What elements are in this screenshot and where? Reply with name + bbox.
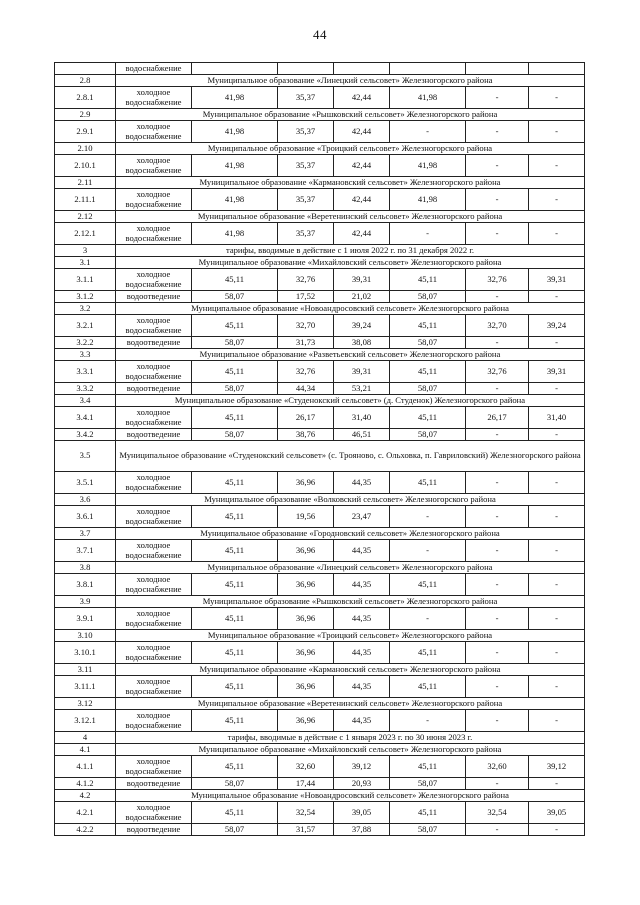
row-number-cell: 4.2.2 [55,824,116,836]
tariff-value-cell: 36,96 [278,642,334,664]
tariff-value-cell: 39,05 [529,802,585,824]
tariff-value-cell: 20,93 [334,778,390,790]
row-number-cell: 2.11 [55,177,116,189]
municipality-row [55,596,585,608]
service-type-cell: водоотведение [116,778,192,790]
tariff-value-cell: 39,31 [334,269,390,291]
tariff-value-cell: 45,11 [192,269,278,291]
row-number-cell: 3.1.1 [55,269,116,291]
row-number-cell: 2.10.1 [55,155,116,177]
tariff-value-cell: 32,54 [466,802,529,824]
tariff-value-cell: - [466,778,529,790]
municipality-row [55,441,585,472]
tariff-value-cell: - [529,506,585,528]
tariff-value-cell: 31,40 [529,407,585,429]
municipality-name-cell: Муниципальное образование «Волковский сельсовет» Железногорского района [116,494,585,506]
municipality-row [55,109,585,121]
row-number-cell: 3.3.2 [55,383,116,395]
tariff-value-cell: 41,98 [192,87,278,109]
tariff-value-cell: 32,70 [466,315,529,337]
service-type-cell: холодное водоснабжение [116,676,192,698]
tariff-value-cell: 26,17 [278,407,334,429]
row-number-cell: 3.4.1 [55,407,116,429]
municipality-row [55,303,585,315]
service-type-cell: водоотведение [116,337,192,349]
tariff-value-cell: 44,35 [334,642,390,664]
service-type-cell: холодное водоснабжение [116,315,192,337]
tariff-value-cell: 35,37 [278,155,334,177]
row-number-cell: 3.11 [55,664,116,676]
tariff-value-cell: - [529,337,585,349]
row-number-cell: 3.1 [55,257,116,269]
tariff-value-cell: - [529,676,585,698]
tariff-value-cell: 45,11 [390,642,466,664]
tariff-value-cell: 32,60 [466,756,529,778]
row-number-cell: 3 [55,245,116,257]
tariff-value-cell: - [466,429,529,441]
tariff-row [55,223,585,245]
tariff-value-cell: 39,24 [529,315,585,337]
tariff-value-cell [192,63,278,75]
municipality-name-cell: Муниципальное образование «Студенокский сельсовет» (с. Трояново, с. Ольховка, п. Гавриловский) Железногорского района [116,441,585,472]
tariff-value-cell: 39,12 [334,756,390,778]
tariff-value-cell: - [466,223,529,245]
tariff-value-cell: - [390,710,466,732]
tariff-value-cell: 45,11 [192,756,278,778]
tariff-value-cell: 35,37 [278,189,334,211]
tariff-value-cell: 44,35 [334,710,390,732]
tariff-value-cell: - [529,383,585,395]
tariff-value-cell: - [466,291,529,303]
municipality-row [55,494,585,506]
tariff-row [55,472,585,494]
tariff-value-cell: 42,44 [334,223,390,245]
row-number-cell: 3.9.1 [55,608,116,630]
tariff-value-cell: 32,76 [466,361,529,383]
tariff-value-cell: 45,11 [192,506,278,528]
municipality-name-cell: Муниципальное образование «Веретенинский сельсовет» Железногорского района [116,211,585,223]
municipality-row [55,177,585,189]
tariff-value-cell: 35,37 [278,223,334,245]
municipality-row [55,744,585,756]
tariff-value-cell [466,63,529,75]
tariff-value-cell: 17,52 [278,291,334,303]
tariff-value-cell: 45,11 [390,269,466,291]
tariff-value-cell: 58,07 [192,337,278,349]
tariff-value-cell: 37,88 [334,824,390,836]
tariff-value-cell: 45,11 [390,574,466,596]
service-type-cell: холодное водоснабжение [116,407,192,429]
tariff-value-cell: - [529,472,585,494]
municipality-name-cell: Муниципальное образование «Рышковский сельсовет» Железногорского района [116,596,585,608]
section-row [55,245,585,257]
tariff-value-cell: 41,98 [390,189,466,211]
row-number-cell: 3.4.2 [55,429,116,441]
tariff-value-cell: 58,07 [390,824,466,836]
tariff-value-cell: 32,60 [278,756,334,778]
municipality-name-cell: Муниципальное образование «Городновский сельсовет» Железногорского района [116,528,585,540]
tariff-value-cell: - [466,642,529,664]
tariff-value-cell: - [466,506,529,528]
row-number-cell: 3.2.1 [55,315,116,337]
tariff-value-cell: 39,24 [334,315,390,337]
row-number-cell: 3.1.2 [55,291,116,303]
row-number-cell: 4.1.1 [55,756,116,778]
tariff-row [55,778,585,790]
municipality-name-cell: Муниципальное образование «Кармановский сельсовет» Железногорского района [116,664,585,676]
tariff-value-cell: - [466,121,529,143]
tariff-value-cell: 58,07 [192,291,278,303]
row-number-cell: 3.8 [55,562,116,574]
row-number-cell: 2.11.1 [55,189,116,211]
row-number-cell: 3.6 [55,494,116,506]
municipality-row [55,528,585,540]
tariff-value-cell: - [529,291,585,303]
tariff-value-cell: - [466,337,529,349]
tariff-value-cell: 45,11 [192,608,278,630]
tariff-value-cell: - [390,608,466,630]
tariff-value-cell: 26,17 [466,407,529,429]
tariff-value-cell: - [529,642,585,664]
tariff-row [55,337,585,349]
tariff-value-cell: 45,11 [390,315,466,337]
tariff-value-cell: - [529,189,585,211]
row-number-cell: 3.12 [55,698,116,710]
tariff-value-cell: - [466,189,529,211]
municipality-row [55,211,585,223]
service-type-cell: водоотведение [116,291,192,303]
section-title-cell: тарифы, вводимые в действие с 1 июля 2022 г. по 31 декабря 2022 г. [116,245,585,257]
tariff-row [55,642,585,664]
tariff-row [55,540,585,562]
tariff-value-cell: 41,98 [192,189,278,211]
tariff-row [55,269,585,291]
tariff-value-cell: - [529,824,585,836]
tariff-row [55,676,585,698]
municipality-name-cell: Муниципальное образование «Новоандросовский сельсовет» Железногорского района [116,303,585,315]
tariff-value-cell: 44,35 [334,472,390,494]
tariff-row [55,189,585,211]
tariff-value-cell: - [529,540,585,562]
tariff-value-cell: 58,07 [192,824,278,836]
tariff-value-cell: 41,98 [192,155,278,177]
municipality-name-cell: Муниципальное образование «Студенокский сельсовет» (д. Студенок) Железногорского района [116,395,585,407]
tariff-row [55,608,585,630]
row-number-cell: 3.10.1 [55,642,116,664]
tariff-value-cell: 41,98 [192,223,278,245]
tariff-value-cell: 53,21 [334,383,390,395]
tariff-row [55,121,585,143]
municipality-name-cell: Муниципальное образование «Разветьевский сельсовет» Железногорского района [116,349,585,361]
tariff-value-cell: - [529,429,585,441]
tariff-value-cell: 36,96 [278,710,334,732]
municipality-row [55,143,585,155]
service-type-cell: холодное водоснабжение [116,802,192,824]
tariff-row [55,155,585,177]
row-number-cell: 3.7 [55,528,116,540]
tariff-value-cell: - [529,608,585,630]
row-number-cell: 3.6.1 [55,506,116,528]
service-type-cell: холодное водоснабжение [116,189,192,211]
row-number-cell: 4.2 [55,790,116,802]
page-number: 44 [313,27,327,42]
tariff-value-cell: 32,54 [278,802,334,824]
municipality-name-cell: Муниципальное образование «Михайловский сельсовет» Железногорского района [116,257,585,269]
row-number-cell: 2.10 [55,143,116,155]
tariff-row [55,710,585,732]
municipality-row [55,698,585,710]
row-number-cell: 3.4 [55,395,116,407]
row-number-cell: 4.1.2 [55,778,116,790]
tariff-value-cell: 39,31 [529,361,585,383]
service-type-cell: холодное водоснабжение [116,269,192,291]
row-number-cell: 2.12 [55,211,116,223]
municipality-row [55,395,585,407]
tariff-value-cell: 41,98 [192,121,278,143]
tariff-value-cell: 36,96 [278,574,334,596]
tariff-value-cell: 42,44 [334,189,390,211]
tariff-row [55,429,585,441]
tariff-value-cell: 58,07 [390,291,466,303]
tariff-row [55,824,585,836]
municipality-row [55,349,585,361]
tariff-value-cell: 58,07 [192,429,278,441]
tariff-row [55,407,585,429]
tariff-value-cell: 45,11 [390,407,466,429]
tariff-value-cell: 45,11 [192,710,278,732]
tariff-value-cell: 32,70 [278,315,334,337]
municipality-name-cell: Муниципальное образование «Новоандросовский сельсовет» Железногорского района [116,790,585,802]
municipality-name-cell: Муниципальное образование «Линецкий сельсовет» Железногорского района [116,562,585,574]
tariff-value-cell: 36,96 [278,608,334,630]
tariff-value-cell [390,63,466,75]
service-type-cell: холодное водоснабжение [116,574,192,596]
row-number-cell: 3.9 [55,596,116,608]
tariff-value-cell: - [390,506,466,528]
service-type-cell: холодное водоснабжение [116,223,192,245]
row-number-cell [55,63,116,75]
tariff-value-cell: 58,07 [192,778,278,790]
tariff-value-cell: 41,98 [390,87,466,109]
tariff-row [55,63,585,75]
tariff-value-cell: - [466,472,529,494]
tariff-value-cell: 36,96 [278,676,334,698]
service-type-cell: водоотведение [116,429,192,441]
tariff-value-cell: - [529,155,585,177]
tariff-value-cell: 58,07 [390,429,466,441]
row-number-cell: 4.2.1 [55,802,116,824]
tariff-value-cell: 45,11 [192,407,278,429]
tariff-value-cell: 45,11 [192,472,278,494]
service-type-cell: холодное водоснабжение [116,361,192,383]
row-number-cell: 3.12.1 [55,710,116,732]
municipality-name-cell: Муниципальное образование «Троицкий сельсовет» Железногорского района [116,143,585,155]
municipality-name-cell: Муниципальное образование «Линецкий сельсовет» Железногорского района [116,75,585,87]
tariff-value-cell: 42,44 [334,87,390,109]
service-type-cell: холодное водоснабжение [116,642,192,664]
tariff-value-cell: 45,11 [390,472,466,494]
tariff-value-cell: 44,35 [334,676,390,698]
tariff-value-cell: 44,35 [334,574,390,596]
municipality-name-cell: Муниципальное образование «Рышковский сельсовет» Железногорского района [116,109,585,121]
tariff-value-cell: - [529,778,585,790]
service-type-cell: водоотведение [116,383,192,395]
tariff-value-cell: 58,07 [390,383,466,395]
tariff-value-cell: - [529,121,585,143]
tariff-value-cell: 23,47 [334,506,390,528]
service-type-cell: холодное водоснабжение [116,87,192,109]
tariff-value-cell: 45,11 [390,756,466,778]
tariff-value-cell: - [529,710,585,732]
service-type-cell: холодное водоснабжение [116,506,192,528]
tariff-value-cell: 45,11 [192,802,278,824]
tariff-value-cell: 17,44 [278,778,334,790]
tariff-value-cell: - [390,223,466,245]
tariff-value-cell: 45,11 [192,642,278,664]
tariff-value-cell: - [390,121,466,143]
tariff-row [55,506,585,528]
tariff-value-cell: 45,11 [192,315,278,337]
tariff-value-cell: 31,73 [278,337,334,349]
tariff-value-cell: 31,40 [334,407,390,429]
tariff-value-cell: 38,76 [278,429,334,441]
tariff-value-cell: 42,44 [334,155,390,177]
tariff-value-cell: 45,11 [192,540,278,562]
row-number-cell: 3.10 [55,630,116,642]
tariff-value-cell: 41,98 [390,155,466,177]
tariff-value-cell: - [466,383,529,395]
row-number-cell: 3.3.1 [55,361,116,383]
tariff-value-cell: - [466,574,529,596]
tariff-value-cell: 38,08 [334,337,390,349]
row-number-cell: 4.1 [55,744,116,756]
tariff-value-cell: - [529,87,585,109]
tariff-value-cell: 45,11 [390,361,466,383]
tariff-value-cell: 32,76 [278,361,334,383]
tariff-value-cell: 58,07 [390,337,466,349]
tariff-value-cell: 35,37 [278,87,334,109]
service-type-cell: холодное водоснабжение [116,540,192,562]
service-type-cell: водоотведение [116,824,192,836]
tariff-row [55,574,585,596]
municipality-name-cell: Муниципальное образование «Троицкий сельсовет» Железногорского района [116,630,585,642]
tariff-row [55,291,585,303]
section-title-cell: тарифы, вводимые в действие с 1 января 2023 г. по 30 июня 2023 г. [116,732,585,744]
tariff-value-cell: - [466,540,529,562]
municipality-row [55,75,585,87]
tariff-value-cell: - [466,608,529,630]
municipality-row [55,664,585,676]
row-number-cell: 4 [55,732,116,744]
tariff-value-cell: 45,11 [192,574,278,596]
service-type-cell: холодное водоснабжение [116,472,192,494]
row-number-cell: 3.5.1 [55,472,116,494]
tariff-value-cell: 45,11 [390,802,466,824]
tariff-value-cell: - [466,87,529,109]
tariff-value-cell: 36,96 [278,540,334,562]
service-type-cell: холодное водоснабжение [116,710,192,732]
tariff-value-cell: - [466,710,529,732]
tariff-value-cell: - [529,223,585,245]
tariff-value-cell: 45,11 [192,361,278,383]
row-number-cell: 3.2.2 [55,337,116,349]
municipality-name-cell: Муниципальное образование «Веретенинский сельсовет» Железногорского района [116,698,585,710]
tariff-row [55,361,585,383]
section-row [55,732,585,744]
tariff-value-cell: 39,31 [529,269,585,291]
row-number-cell: 3.11.1 [55,676,116,698]
service-type-cell: холодное водоснабжение [116,756,192,778]
service-type-cell: холодное водоснабжение [116,608,192,630]
municipality-name-cell: Муниципальное образование «Михайловский сельсовет» Железногорского района [116,744,585,756]
tariff-value-cell [529,63,585,75]
tariff-value-cell: 39,05 [334,802,390,824]
tariff-row [55,87,585,109]
tariff-value-cell [334,63,390,75]
tariff-value-cell: - [466,155,529,177]
tariff-row [55,383,585,395]
tariff-value-cell: 39,31 [334,361,390,383]
row-number-cell: 3.7.1 [55,540,116,562]
row-number-cell: 3.3 [55,349,116,361]
tariff-value-cell [278,63,334,75]
service-type-cell: холодное водоснабжение [116,155,192,177]
tariff-value-cell: 45,11 [390,676,466,698]
tariff-value-cell: 19,56 [278,506,334,528]
tariff-value-cell: 44,35 [334,608,390,630]
tariff-value-cell: 32,76 [278,269,334,291]
municipality-row [55,257,585,269]
tariff-value-cell: 36,96 [278,472,334,494]
tariff-value-cell: - [466,676,529,698]
service-type-cell: холодное водоснабжение [116,121,192,143]
row-number-cell: 2.8 [55,75,116,87]
tariff-value-cell: 21,02 [334,291,390,303]
tariff-value-cell: 39,12 [529,756,585,778]
row-number-cell: 2.8.1 [55,87,116,109]
tariff-row [55,802,585,824]
tariff-table [54,62,585,836]
municipality-row [55,562,585,574]
tariff-value-cell: - [390,540,466,562]
service-type-cell: водоснабжение [116,63,192,75]
tariff-row [55,756,585,778]
tariff-row [55,315,585,337]
tariff-value-cell: 44,34 [278,383,334,395]
tariff-value-cell: 45,11 [192,676,278,698]
tariff-value-cell: 35,37 [278,121,334,143]
municipality-name-cell: Муниципальное образование «Кармановский сельсовет» Железногорского района [116,177,585,189]
municipality-row [55,630,585,642]
tariff-value-cell: 46,51 [334,429,390,441]
tariff-value-cell: 44,35 [334,540,390,562]
tariff-value-cell: 42,44 [334,121,390,143]
tariff-value-cell: 31,57 [278,824,334,836]
tariff-value-cell: 58,07 [192,383,278,395]
tariff-value-cell: - [529,574,585,596]
tariff-value-cell: - [466,824,529,836]
row-number-cell: 3.8.1 [55,574,116,596]
municipality-row [55,790,585,802]
row-number-cell: 2.12.1 [55,223,116,245]
row-number-cell: 3.5 [55,441,116,472]
row-number-cell: 2.9 [55,109,116,121]
tariff-value-cell: 58,07 [390,778,466,790]
row-number-cell: 3.2 [55,303,116,315]
tariff-value-cell: 32,76 [466,269,529,291]
row-number-cell: 2.9.1 [55,121,116,143]
